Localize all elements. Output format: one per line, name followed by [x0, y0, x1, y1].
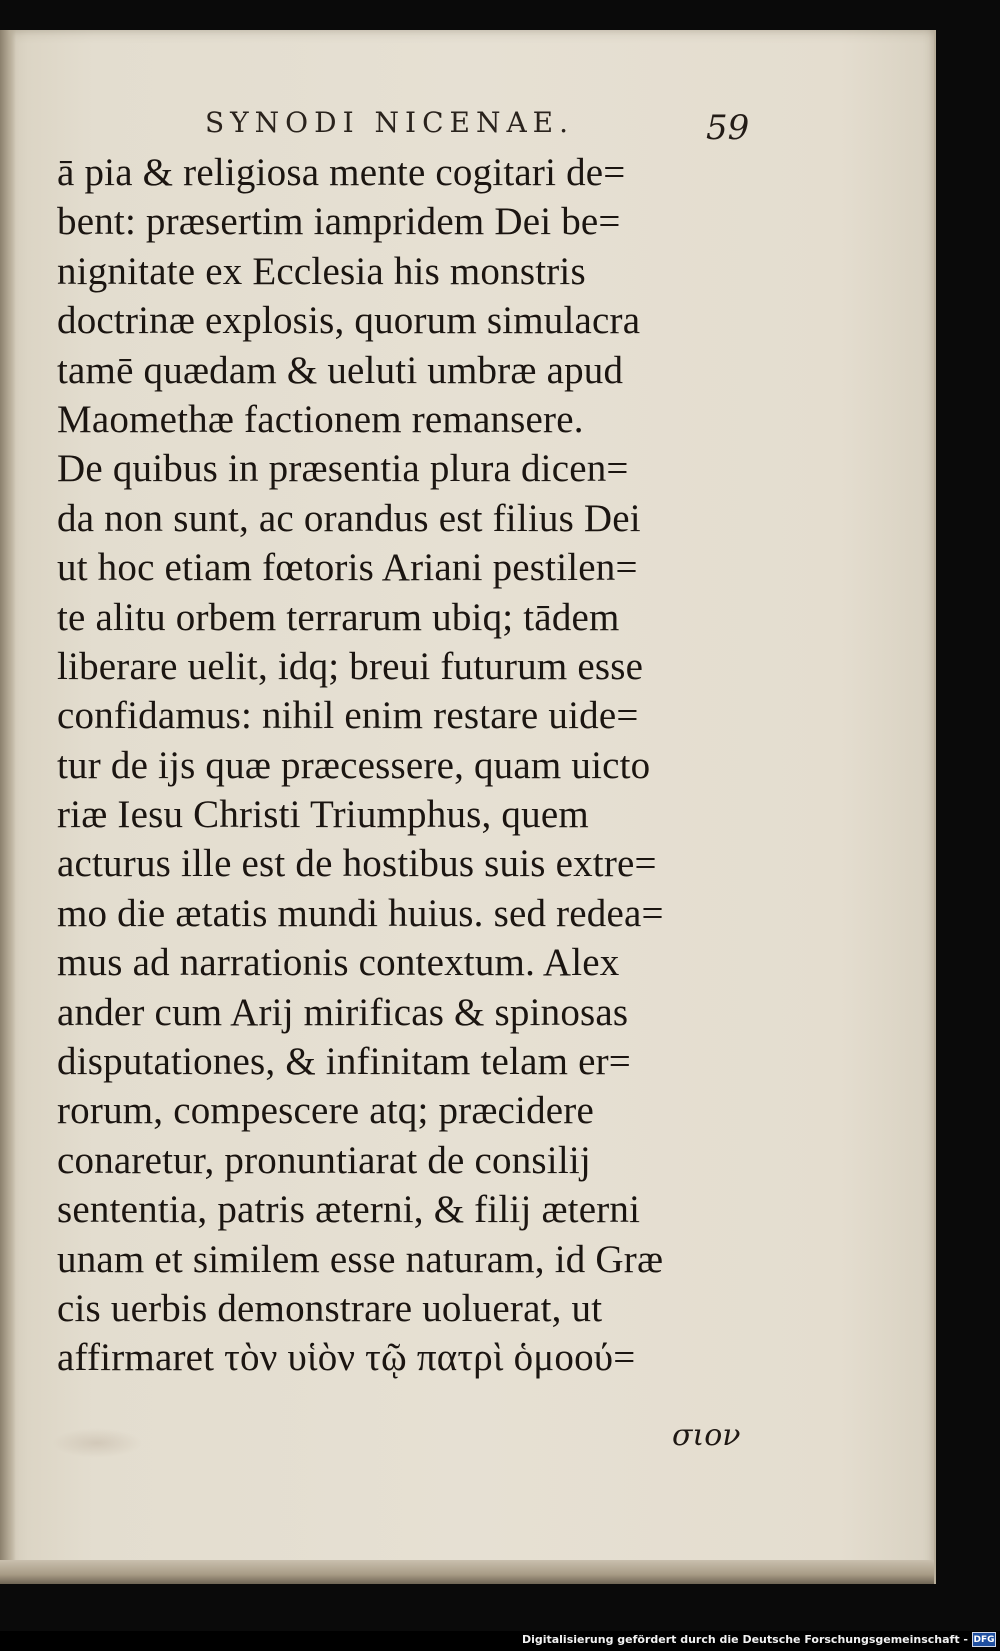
- text-line: conaretur, pronuntiarat de consilij: [57, 1138, 591, 1182]
- ink-smudge: [52, 1428, 142, 1458]
- text-line: ā pia & religiosa mente cogitari de=: [57, 151, 626, 194]
- text-line: te alitu orbem terrarum ubiq; tādem: [57, 595, 620, 639]
- text-line: doctrinæ explosis, quorum simulacra: [57, 299, 641, 343]
- text-line: ut hoc etiam fœtoris Ariani pestilen=: [57, 546, 638, 590]
- catchword: σιον: [672, 1418, 741, 1453]
- page-gutter-shadow: [0, 30, 16, 1584]
- text-line: confidamus: nihil enim restare uide=: [57, 694, 639, 738]
- running-head: SYNODI NICENAE.: [205, 106, 575, 139]
- text-line: disputationes, & infinitam telam er=: [57, 1040, 631, 1084]
- text-line: riæ Iesu Christi Triumphus, quem: [57, 793, 589, 837]
- text-line: ander cum Arij mirificas & spinosas: [57, 990, 629, 1034]
- text-line: affirmaret τὸν υἱὸν τῷ πατρὶ ὁμοού=: [57, 1336, 636, 1380]
- text-line: nignitate ex Ecclesia his monstris: [57, 249, 586, 293]
- text-line: da non sunt, ac orandus est filius Dei: [57, 496, 641, 540]
- text-line: Maomethæ factionem remansere.: [57, 397, 584, 441]
- text-line: unam et similem esse naturam, id Græ: [57, 1237, 664, 1281]
- text-line: De quibus in præsentia plura dicen=: [57, 447, 629, 491]
- page-bottom-edge: [0, 1560, 934, 1584]
- text-line: tur de ijs quæ præcessere, quam uicto: [57, 743, 651, 787]
- text-line: mus ad narrationis contextum. Alex: [57, 941, 620, 985]
- text-line: rorum, compescere atq; præcidere: [57, 1089, 594, 1133]
- funding-credit: Digitalisierung gefördert durch die Deutsche Forschungsgemeinschaft -: [521, 1633, 968, 1646]
- text-line: liberare uelit, idq; breui futurum esse: [57, 644, 644, 688]
- body-text: [57, 148, 767, 1383]
- text-line: bent: præsertim iampridem Dei be=: [57, 200, 621, 244]
- text-line: mo die ætatis mundi huius. sed redea=: [57, 891, 664, 935]
- dfg-logo: DFG: [972, 1632, 996, 1647]
- text-line: acturus ille est de hostibus suis extre=: [57, 842, 657, 886]
- text-line: cis uerbis demonstrare uoluerat, ut: [57, 1286, 603, 1330]
- text-line: tamē quædam & ueluti umbræ apud: [57, 348, 624, 392]
- text-line: sententia, patris æterni, & filij æterni: [57, 1188, 641, 1232]
- page-number: 59: [706, 108, 750, 148]
